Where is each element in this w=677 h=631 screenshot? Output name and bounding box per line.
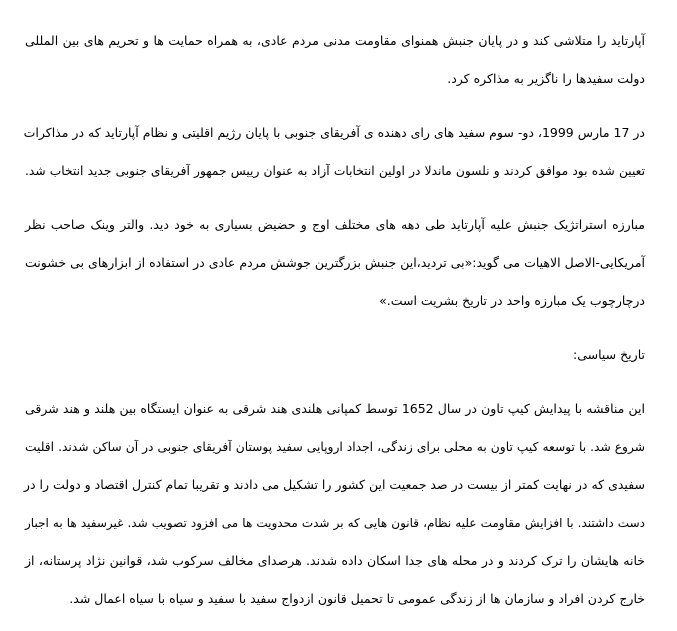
- paragraph-line: درچارچوب یک مبارزه واحد در تاریخ بشریت است.»: [379, 293, 645, 308]
- paragraph-line: آمریکایی-الاصل الاهیات می گوید:«بی تردید،این جنبش بزرگترین جوشش مردم عادی در استفاده از ابزارهای بی خشونت: [25, 255, 645, 270]
- paragraph-line: خارج کردن افراد و سازمان ها از زندگی عمومی تا تحمیل قانون ازدواج سفید با سفید و سیاه با سیاه اعمال شد.: [69, 591, 645, 606]
- paragraph-line: در 17 مارس 1999، دو- سوم سفید های رای دهنده ی آفریقای جنوبی با پایان رژیم اقلیتی و نظام آپارتاید که در مذاکرات: [23, 125, 645, 140]
- section-heading: تاریخ سیاسی:: [572, 347, 645, 362]
- paragraph-line: خانه هایشان را ترک کردند و در محله های جدا اسکان داده شدند. هرصدای مخالف سرکوب شد، قوانین نژاد پرستانه، از: [25, 553, 645, 568]
- paragraph-line: دولت سفیدها را ناگزیر به مذاکره کرد.: [447, 71, 645, 86]
- paragraph-line: مبارزه استراتژیک جنبش علیه آپارتاید طی دهه های مختلف اوج و حضیض بسیاری به خود دید. والتر وینک صاحب نظر: [25, 217, 645, 232]
- paragraph-line: تعیین شده بود موافق کردند و نلسون ماندلا در اولین انتخابات آزاد به عنوان رییس جمهور آفریقای جنوبی جدید انتخاب شد.: [25, 164, 645, 178]
- paragraph-line: سفیدی که در نهایت کمتر از بیست در صد جمعیت این کشور را تشکیل می دادند و تقریبا تمام کنترل اقتصاد و دولت را در: [23, 477, 645, 492]
- paragraph-line: آپارتاید را متلاشی کند و در پایان جنبش همنوای مقاومت مدنی مردم عادی، به همراه حمایت ها و تحریم های بین المللی: [25, 33, 645, 48]
- paragraph-line: دست داشتند. با افزایش مقاومت علیه نظام، قانون هایی که بر شدت محدویت ها می افزود تصویب شد. غیرسفید ها به اجبار: [25, 516, 645, 530]
- paragraph-line: شروع شد. با توسعه کیپ تاون به محلی برای زندگی، اجداد اروپایی سفید پوستان آفریقای جنوبی در آن ساکن شدند. اقلیت: [25, 440, 645, 454]
- paragraph-line: این مناقشه با پیدایش کیپ تاون در سال 1652 توسط کمپانی هلندی هند شرقی به عنوان ایستگاه بین هلند و هند شرقی: [25, 401, 645, 416]
